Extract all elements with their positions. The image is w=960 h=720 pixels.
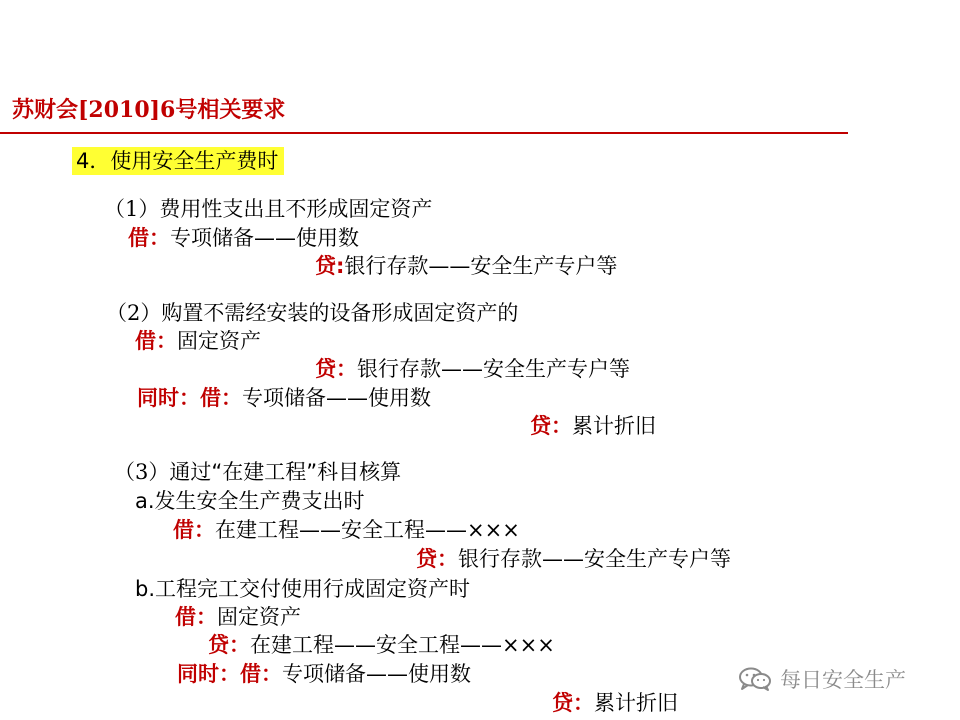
entry-line xyxy=(128,225,359,251)
subsection-b-title: b.工程完工交付使用行成固定资产时 xyxy=(135,577,471,601)
entry-text: 专项储备——使用数 xyxy=(170,226,359,250)
entry-key: 借： xyxy=(128,226,170,250)
entry-text: 银行存款——安全生产专户等 xyxy=(357,357,630,381)
entry-line xyxy=(552,690,678,716)
entry-text: 累计折旧 xyxy=(572,414,656,438)
section-heading: 4．使用安全生产费时 xyxy=(72,147,284,175)
section-1-label: （1） xyxy=(104,197,160,221)
entry-text: 在建工程——安全工程——××× xyxy=(215,518,520,542)
entry-key: 贷: xyxy=(315,254,345,278)
entry-key: 同时：借： xyxy=(177,662,282,686)
entry-text: 在建工程——安全工程——××× xyxy=(250,633,555,657)
entry-text: 银行存款——安全生产专户等 xyxy=(458,547,731,571)
title-divider xyxy=(0,132,848,134)
entry-key: 贷： xyxy=(208,633,250,657)
wechat-icon xyxy=(738,666,772,692)
entry-line xyxy=(173,517,520,543)
subsection-a-title: a.发生安全生产费支出时 xyxy=(135,489,365,513)
entry-text: 银行存款——安全生产专户等 xyxy=(344,254,618,278)
entry-text: 累计折旧 xyxy=(594,691,678,715)
section-3-label: （3） xyxy=(114,460,170,484)
entry-line xyxy=(135,328,261,354)
section-1-title-text: 费用性支出且不形成固定资产 xyxy=(159,197,433,221)
watermark-text: 每日安全生产 xyxy=(780,668,906,692)
entry-line xyxy=(530,413,656,439)
entry-key: 借： xyxy=(173,518,215,542)
entry-line xyxy=(175,604,301,630)
section-2-title-text: 购置不需经安装的设备形成固定资产的 xyxy=(161,301,519,325)
entry-key: 贷： xyxy=(416,547,458,571)
entry-text: 固定资产 xyxy=(217,605,301,629)
entry-line xyxy=(315,253,617,279)
entry-key: 同时：借： xyxy=(137,386,242,410)
entry-text: 专项储备——使用数 xyxy=(282,662,471,686)
entry-key: 贷： xyxy=(552,691,594,715)
slide-title: 苏财会[2010]6号相关要求 xyxy=(12,97,286,123)
entry-line xyxy=(208,632,555,658)
section-1-title xyxy=(104,196,432,222)
section-2-label: （2） xyxy=(106,301,162,325)
entry-text: 固定资产 xyxy=(177,329,261,353)
entry-line xyxy=(315,356,630,382)
section-3-title-text: 通过“在建工程”科目核算 xyxy=(169,460,402,484)
entry-key: 贷： xyxy=(530,414,572,438)
entry-text: 专项储备——使用数 xyxy=(242,386,431,410)
entry-key: 借： xyxy=(175,605,217,629)
section-3-title xyxy=(114,459,401,485)
watermark xyxy=(738,664,906,694)
entry-line xyxy=(137,385,431,411)
entry-key: 贷： xyxy=(315,357,357,381)
entry-line xyxy=(416,546,731,572)
section-2-title xyxy=(106,300,518,326)
entry-line xyxy=(177,661,471,687)
entry-key: 借： xyxy=(135,329,177,353)
